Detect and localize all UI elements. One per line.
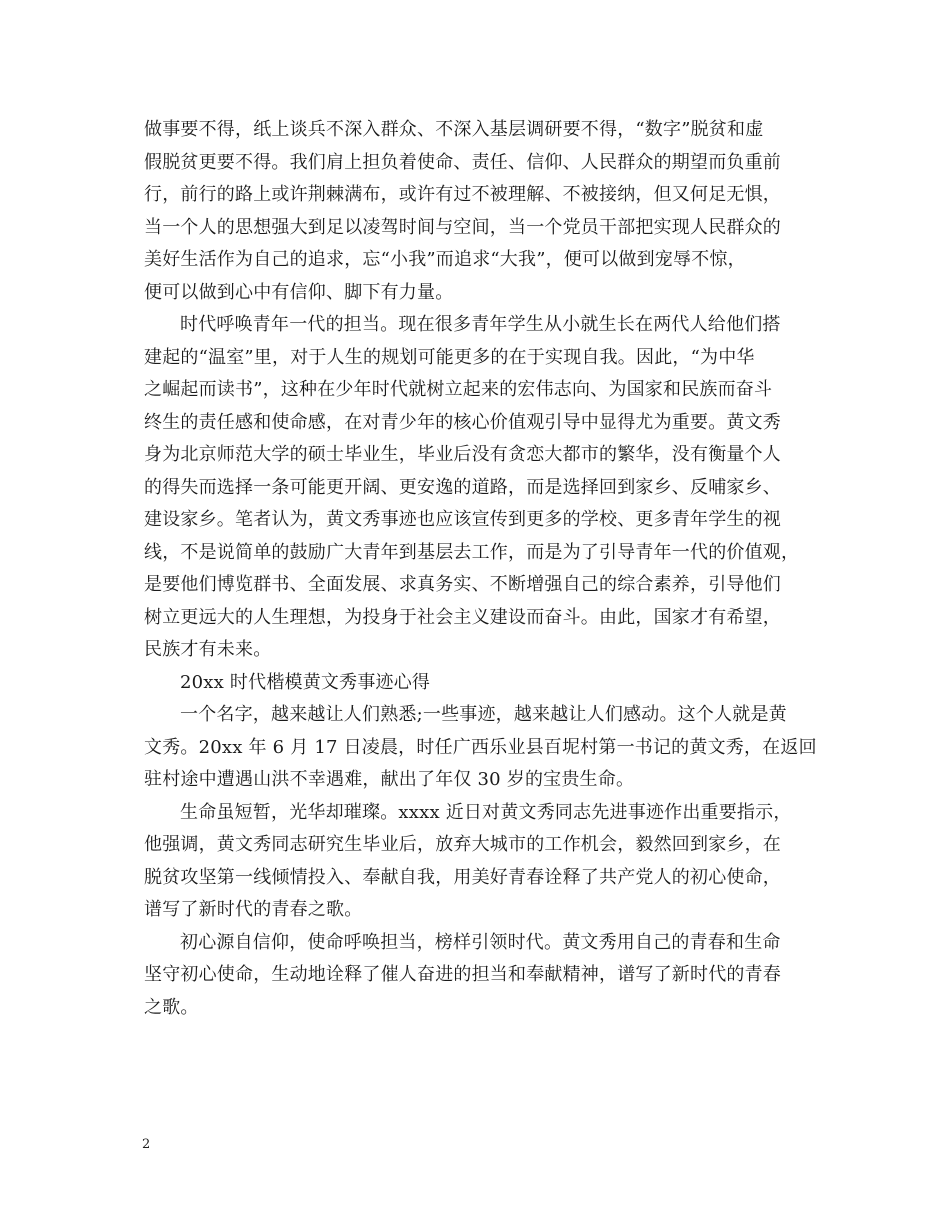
text-line: 时代呼唤青年一代的担当。现在很多青年学生从小就生长在两代人给他们搭 [180, 314, 781, 335]
text-line: 做事要不得，纸上谈兵不深入群众、不深入基层调研要不得，“数字”脱贫和虚 [144, 119, 764, 140]
text-line: 美好生活作为自己的追求，忘“小我”而追求“大我”，便可以做到宠辱不惊， [144, 249, 746, 270]
text-line: 他强调，黄文秀同志研究生毕业后，放弃大城市的工作机会，毅然回到家乡，在 [144, 834, 781, 855]
text-line: 身为北京师范大学的硕士毕业生，毕业后没有贪恋大都市的繁华，没有衡量个人 [144, 444, 781, 465]
text-line: 之歌。 [144, 996, 199, 1018]
text-line: 一个名字，越来越让人们熟悉;一些事迹，越来越让人们感动。这个人就是黄 [180, 704, 787, 725]
paragraph [144, 699, 824, 797]
paragraph [144, 797, 824, 927]
text-line: 坚守初心使命，生动地诠释了催人奋进的担当和奉献精神，谱写了新时代的青春 [144, 964, 781, 985]
document-body [144, 114, 824, 1024]
paragraph [144, 309, 824, 667]
paragraph [144, 667, 824, 700]
text-line: 文秀。20xx 年 6 月 17 日凌晨，时任广西乐业县百坭村第一书记的黄文秀，在返回 [144, 736, 817, 758]
text-line: 建起的“温室”里，对于人生的规划可能更多的在于实现自我。因此，“为中华 [144, 346, 755, 368]
text-line: 民族才有未来。 [144, 639, 272, 660]
text-line: 生命虽短暂，光华却璀璨。xxxx 近日对黄文秀同志先进事迹作出重要指示， [180, 801, 792, 823]
text-line: 初心源自信仰，使命呼唤担当，榜样引领时代。黄文秀用自己的青春和生命 [180, 931, 781, 953]
text-line: 20xx 时代楷模黄文秀事迹心得 [180, 671, 431, 693]
text-line: 谱写了新时代的青春之歌。 [144, 899, 363, 920]
text-line: 脱贫攻坚第一线倾情投入、奉献自我，用美好青春诠释了共产党人的初心使命， [144, 866, 781, 888]
text-line: 便可以做到心中有信仰、脚下有力量。 [144, 281, 454, 303]
text-line: 终生的责任感和使命感，在对青少年的核心价值观引导中显得尤为重要。黄文秀 [144, 411, 781, 433]
text-line: 建设家乡。笔者认为，黄文秀事迹也应该宣传到更多的学校、更多青年学生的视 [144, 509, 781, 530]
text-line: 之崛起而读书”，这种在少年时代就树立起来的宏伟志向、为国家和民族而奋斗 [144, 379, 773, 400]
text-line: 当一个人的思想强大到足以凌驾时间与空间，当一个党员干部把实现人民群众的 [144, 216, 781, 238]
text-line: 的得失而选择一条可能更开阔、更安逸的道路，而是选择回到家乡、反哺家乡、 [144, 476, 781, 498]
text-line: 假脱贫更要不得。我们肩上担负着使命、责任、信仰、人民群众的期望而负重前 [144, 151, 781, 173]
text-line: 树立更远大的人生理想，为投身于社会主义建设而奋斗。由此，国家才有希望， [144, 606, 781, 628]
text-line: 是要他们博览群书、全面发展、求真务实、不断增强自己的综合素养，引导他们 [144, 574, 781, 595]
paragraph [144, 927, 824, 1025]
text-line: 线，不是说简单的鼓励广大青年到基层去工作，而是为了引导青年一代的价值观， [144, 541, 800, 563]
text-line: 行，前行的路上或许荆棘满布，或许有过不被理解、不被接纳，但又何足无惧， [144, 184, 781, 205]
page-number: 2 [142, 1137, 151, 1152]
paragraph [144, 114, 824, 309]
text-line: 驻村途中遭遇山洪不幸遇难，献出了年仅 30 岁的宝贵生命。 [144, 769, 635, 790]
